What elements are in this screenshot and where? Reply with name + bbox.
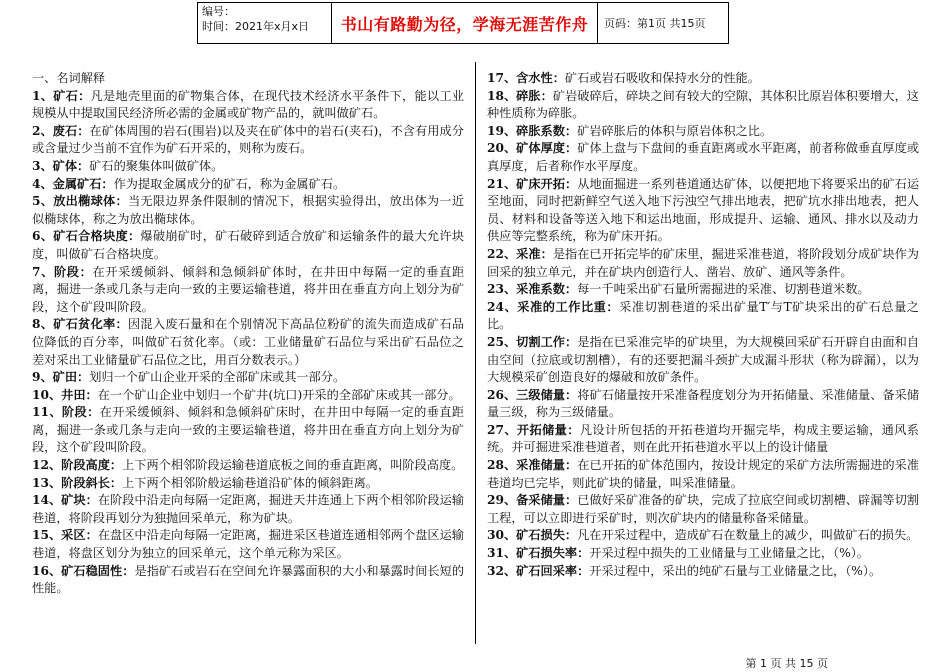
page-footer: 第 1 页 共 15 页 (745, 657, 828, 670)
definition-entry (32, 158, 464, 176)
definition-text: 划归一个矿山企业开采的全部矿床或其一部分。 (89, 370, 346, 385)
definition-term: 23、采准系数： (487, 282, 578, 297)
definition-text: 矿体上盘与下盘间的垂直距离或水平距离，前者称做垂直厚度或真厚度，后者称作水平厚度。 (487, 141, 920, 173)
definition-entry (32, 527, 464, 562)
definition-entry (32, 88, 464, 123)
definition-term: 22、采准： (487, 246, 553, 261)
definition-text: 因混入废石量和在个别情况下高品位粉矿的流失而造成矿石品位降低的百分率，叫做矿石贫化率。（或：工业储量矿石品位与采出矿石品位之差对采出工业储量矿石品位之比，用百分数表示。） (32, 317, 465, 367)
definition-entry (487, 545, 919, 563)
definition-term: 19、碎胀系数： (487, 123, 578, 138)
definition-entry (32, 193, 464, 228)
definition-text: 采准切割巷道的采出矿量T′与T矿块采出的矿石总量之比。 (487, 299, 919, 332)
definition-text: 是指在已开拓完毕的矿床里，掘进采准巷道，将阶段划分成矿块作为回采的独立单元，并在矿块内创造行人、凿岩、放矿、通风等条件。 (487, 246, 919, 279)
definition-text: 凡设计所包括的开拓巷道均开掘完毕，构成主要运输，通风系统。并可掘进采准巷道者，则在此开拓巷道水平以上的设计储量 (487, 422, 919, 455)
definition-entry (487, 457, 919, 492)
definition-entry (487, 281, 919, 299)
definition-text: 在开采缓倾斜、倾斜和急倾斜矿床时，在井田中每隔一定的垂直距离，掘进一条或几条与走向一致的主要运输巷道，将井田在垂直方向上划分为矿段，这个矿段叫阶段。 (32, 405, 464, 455)
definition-term: 21、矿床开拓： (487, 176, 578, 191)
definition-term: 29、备采储量： (487, 493, 578, 508)
definition-entry (32, 387, 464, 405)
definition-text: 当无限边界条件限制的情况下，根据实验得出，放出体为一近似椭球体，称之为放出椭球体。 (32, 194, 465, 226)
definition-term: 28、采准储量： (487, 458, 578, 473)
header-motto: 书山有路勤为径，学海无涯苦作舟 (340, 14, 589, 34)
definition-entry (487, 299, 919, 334)
definition-text: 矿石或岩石吸收和保持水分的性能。 (564, 71, 760, 85)
header-motto-cell (332, 3, 598, 43)
definition-term: 5、放出椭球体： (32, 194, 128, 209)
definition-term: 7、阶段： (32, 264, 93, 279)
definition-entry (487, 387, 919, 422)
definition-term: 24、采准的工作比重： (487, 299, 620, 314)
header-page-label: 页码：第1页 共15页 (604, 17, 706, 30)
definition-text: 在矿体周围的岩石(围岩)以及夹在矿体中的岩石(夹石)，不含有用成分或含量过少当前不宜作为矿石开采的，则称为废石。 (32, 123, 464, 156)
definition-entry (32, 457, 464, 475)
definition-text: 在一个矿山企业中划归一个矿井(坑口)开采的全部矿床或其一部分。 (97, 387, 461, 402)
definition-term: 1、矿石： (32, 88, 91, 103)
right-column (487, 70, 919, 580)
definition-entry (32, 369, 464, 387)
definition-entry (32, 404, 464, 457)
definition-entry (32, 316, 464, 369)
definition-term: 16、矿石稳固性： (32, 563, 135, 578)
definition-text: 爆破崩矿时，矿石破碎到适合放矿和运输条件的最大允许块度，叫做矿石合格块度。 (32, 229, 465, 261)
definition-term: 31、矿石损失率： (487, 546, 590, 561)
definition-text: 是指矿石或岩石在空间允许暴露面积的大小和暴露时间长短的性能。 (32, 563, 465, 596)
definition-term: 20、矿体厚度： (487, 141, 578, 156)
definition-text: 矿岩破碎后，碎块之间有较大的空隙，其体积比原岩体积要增大，这种性质称为碎胀。 (487, 88, 919, 121)
document-number-label: 编号： (202, 5, 235, 18)
definition-text: 矿岩碎胀后的体积与原岩体积之比。 (577, 123, 773, 138)
definition-term: 32、矿石回采率： (487, 563, 590, 578)
definition-text: 上下两个相邻阶般运输巷道沿矿体的倾斜距离。 (122, 475, 379, 490)
definition-term: 12、阶段高度： (32, 458, 123, 473)
definition-term: 27、开拓储量： (487, 422, 580, 437)
definition-text: 在已开拓的矿体范围内，按设计规定的采矿方法所需掘进的采准巷道均已完毕，则此矿块的储量，叫采准储量。 (487, 458, 920, 490)
header-meta (198, 3, 332, 43)
definition-text: 在阶段中沿走向每隔一定距离，掘进天井连通上下两个相邻阶段运输巷道，将阶段再划分为独抛回采单元，称为矿块。 (32, 493, 464, 525)
document-time-label: 时间：2021年x月x日 (202, 20, 310, 33)
column-divider (475, 62, 476, 644)
definition-term: 15、采区： (32, 528, 98, 543)
definition-entry (32, 123, 464, 158)
section-title: 一、名词解释 (32, 71, 106, 85)
definition-term: 4、金属矿石： (32, 176, 114, 191)
definition-entry (32, 492, 464, 527)
definition-entry (487, 140, 919, 175)
definition-entry (32, 264, 464, 317)
left-column (32, 70, 464, 598)
definition-term: 11、阶段： (32, 405, 100, 420)
definition-term: 17、含水性： (487, 71, 565, 85)
definition-term: 8、矿石贫化率： (32, 317, 128, 332)
definition-term: 25、切割工作： (487, 334, 578, 349)
definition-term: 10、井田： (32, 387, 98, 402)
definition-text: 开采过程中损失的工业储量与工业储量之比，（%）。 (589, 546, 869, 561)
definition-entry (32, 228, 464, 263)
definition-term: 13、阶段斜长： (32, 475, 123, 490)
definition-entry (487, 492, 919, 527)
definition-text: 开采过程中，采出的纯矿石量与工业储量之比，（%）。 (589, 563, 882, 578)
definition-term: 2、废石： (32, 123, 90, 138)
definition-text: 在盘区中沿走向每隔一定距离，掘进采区巷道连通相邻两个盘区运输巷道，将盘区划分为独立的回采单元，这个单元称为采区。 (32, 528, 464, 561)
definition-entry (487, 176, 919, 246)
definition-text: 是指在已采准完毕的矿块里，为大规模回采矿石开辟自由面和自由空间（拉底或切割槽），有的还要把漏斗颈扩大成漏斗形状（称为辟漏），以为大规模采矿创造良好的爆破和放矿条件。 (487, 334, 920, 385)
definition-text: 从地面掘进一系列巷道通达矿体，以便把地下将要采出的矿石运至地面，同时把新鲜空气送入地下污浊空气排出地表，把矿坑水排出地表，把人员、材料和设备等送入地下和运出地面，形成提升、运输、通风、排水以及动力供应等完整系统，称为矿床开拓。 (487, 176, 920, 244)
definition-term: 30、矿石损失： (487, 528, 578, 543)
definition-text: 作为提取金属成分的矿石，称为金属矿石。 (113, 176, 346, 191)
definition-term: 9、矿田： (32, 370, 90, 385)
definition-term: 26、三级储量： (487, 387, 578, 402)
definition-term: 14、矿块： (32, 493, 98, 508)
definition-entry (487, 527, 919, 545)
definition-entry (487, 422, 919, 457)
definition-term: 3、矿体： (32, 158, 90, 173)
definition-text: 已做好采矿准备的矿块，完成了拉底空间或切割槽、辟漏等切割工程，可以立即进行采矿时，则次矿块内的储量称备采储量。 (487, 493, 920, 525)
header-page-cell (598, 3, 728, 43)
definition-text: 凡在开采过程中，造成矿石在数量上的减少，叫做矿石的损失。 (577, 528, 919, 543)
definition-entry (487, 334, 919, 387)
definition-entry (487, 70, 919, 88)
definition-entry (487, 88, 919, 123)
definition-text: 在开采缓倾斜、倾斜和急倾斜矿体时，在井田中每隔一定的垂直距离，掘进一条或几条与走向一致的主要运输巷道，将井田在垂直方向上划分为矿段，这个矿段叫阶段。 (32, 264, 465, 314)
definition-term: 6、矿石合格块度： (32, 229, 141, 244)
definition-text: 将矿石储量按开采准备程度划分为开拓储量、采准储量、备采储量三级，称为三级储量。 (487, 387, 920, 420)
definition-entry (487, 563, 919, 581)
definition-term: 18、碎胀： (487, 88, 553, 103)
page-header (197, 2, 729, 44)
definition-entry (32, 176, 464, 194)
definition-text: 凡是地壳里面的矿物集合体，在现代技术经济水平条件下，能以工业规模从中提取国民经济所必需的金属或矿物产品的，就叫做矿石。 (32, 88, 464, 121)
definition-entry (32, 563, 464, 598)
definition-text: 每一千吨采出矿石量所需掘进的采准、切割巷道米数。 (577, 282, 870, 297)
definition-entry (32, 475, 464, 493)
definition-text: 矿石的聚集体叫做矿体。 (89, 158, 224, 173)
definition-entry (487, 123, 919, 141)
definition-entry (487, 246, 919, 281)
definition-text: 上下两个相邻阶段运输巷道底板之间的垂直距离，叫阶段高度。 (122, 458, 464, 473)
